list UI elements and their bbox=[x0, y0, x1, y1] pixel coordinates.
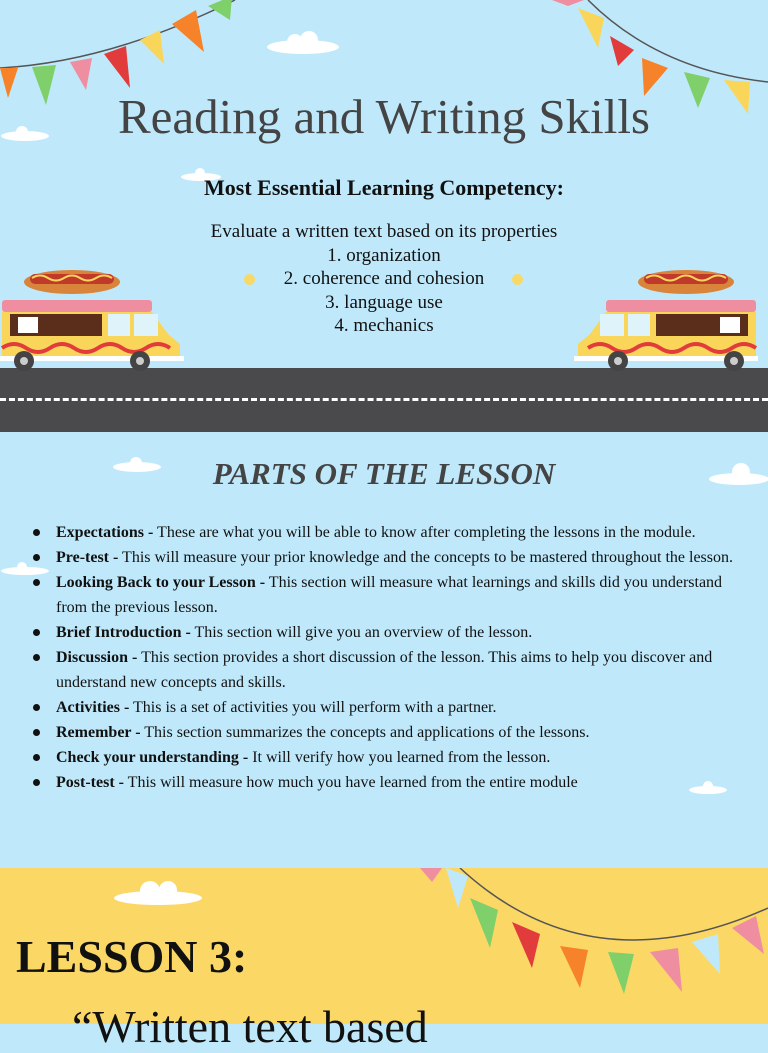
competency-item: 2. coherence and cohesion bbox=[283, 268, 485, 289]
list-item bbox=[30, 695, 735, 720]
list-item bbox=[30, 570, 735, 620]
road-lane-line bbox=[0, 398, 768, 401]
list-item-term: Discussion - bbox=[56, 649, 138, 666]
list-item bbox=[30, 770, 735, 795]
lesson-subheading: “Written text based bbox=[72, 1001, 428, 1052]
list-item-desc: This will measure how much you have learned from the entire module bbox=[123, 774, 578, 791]
list-item-term: Looking Back to your Lesson - bbox=[56, 574, 266, 591]
parts-title: PARTS OF THE LESSON bbox=[212, 456, 556, 491]
list-item-desc: This section will give you an overview of the lesson. bbox=[190, 624, 533, 641]
list-item bbox=[30, 745, 735, 770]
lesson-parts-list bbox=[30, 520, 735, 795]
list-item-term: Activities - bbox=[56, 699, 130, 716]
decorative-dot bbox=[244, 274, 255, 285]
list-item bbox=[30, 520, 735, 545]
list-item-desc: This section provides a short discussion of the lesson. This aims to help you discover and understand new concepts and skills. bbox=[56, 649, 713, 691]
bunting-flags bbox=[420, 868, 768, 1024]
list-item-term: Pre-test - bbox=[56, 549, 119, 566]
list-item-term: Brief Introduction - bbox=[56, 624, 191, 641]
lesson-heading: LESSON 3: bbox=[16, 931, 248, 982]
list-item-desc: These are what you will be able to know after completing the lessons in the module. bbox=[153, 524, 696, 541]
list-item-desc: This will measure your prior knowledge and the concepts to be mastered throughout the lesson. bbox=[118, 549, 733, 566]
list-item-term: Expectations - bbox=[56, 524, 154, 541]
competency-item: 1. organization bbox=[327, 244, 441, 266]
competency-item: 4. mechanics bbox=[334, 315, 434, 336]
list-item bbox=[30, 720, 735, 745]
list-item bbox=[30, 545, 735, 570]
cloud-icon bbox=[112, 878, 204, 906]
hotdog-truck-icon bbox=[572, 262, 758, 372]
competency-intro: Evaluate a written text based on its properties bbox=[210, 221, 558, 242]
list-item-term: Post-test - bbox=[56, 774, 124, 791]
hotdog-truck-icon bbox=[0, 262, 186, 372]
cloud-icon bbox=[265, 30, 341, 54]
page-title: Reading and Writing Skills bbox=[117, 89, 650, 144]
list-item-desc: This section summarizes the concepts and applications of the lessons. bbox=[140, 724, 590, 741]
list-item-desc: It will verify how you learned from the lesson. bbox=[248, 749, 551, 766]
list-item-desc: This is a set of activities you will perform with a partner. bbox=[129, 699, 497, 716]
list-item-term: Check your understanding - bbox=[56, 749, 249, 766]
melc-label: Most Essential Learning Competency: bbox=[204, 175, 564, 200]
list-item-desc: This section will measure what learnings and skills did you understand from the previous lesson. bbox=[56, 574, 723, 616]
list-item-term: Remember - bbox=[56, 724, 141, 741]
decorative-dot bbox=[512, 274, 523, 285]
list-item bbox=[30, 645, 735, 695]
competency-item: 3. language use bbox=[325, 291, 443, 313]
list-item bbox=[30, 620, 735, 645]
